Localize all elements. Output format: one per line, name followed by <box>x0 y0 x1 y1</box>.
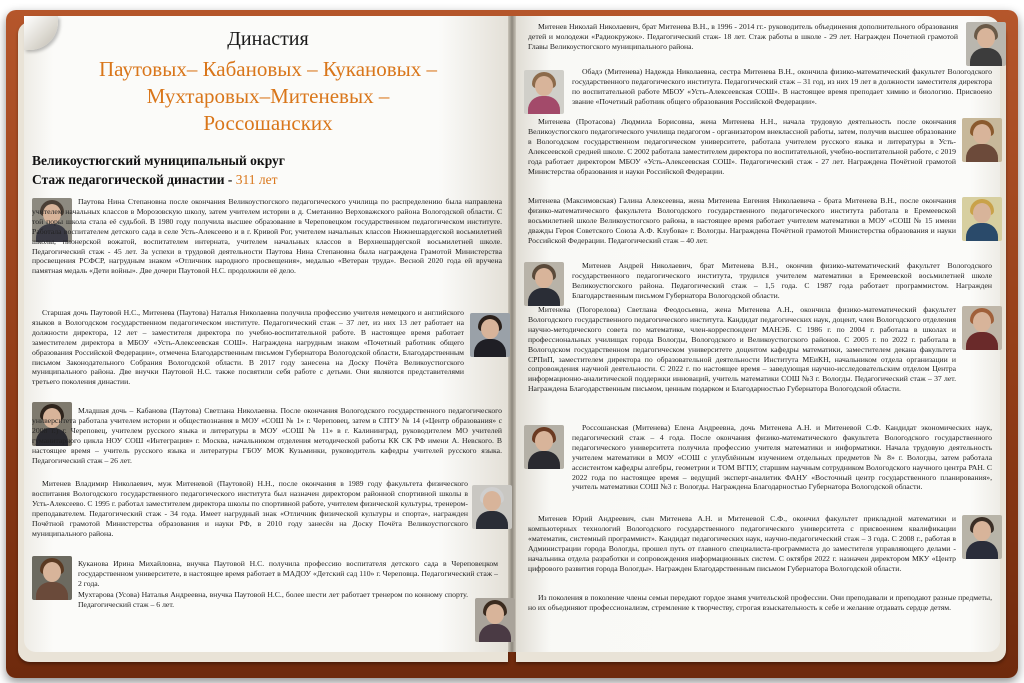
entry-obade-nadezhda: Обадэ (Митенева) Надежда Николаевна, сестра Митенева В.Н., окончила физико-математический факультет Вологодского государственного педагогического института. Педагогический стаж – 31 год, из них 19 лет в должности заместителя директора по воспитательной работе МБОУ «Усть-Алексеевская СОШ». В настоящее время преподает химию и биологию. Присвоено звание «Почетный работник общего образования Российской Федерации». <box>572 67 992 106</box>
portrait-mitenev-yuri <box>962 515 1002 559</box>
portrait-mitenev-vladimir <box>472 485 512 529</box>
entry-miteneva-galina: Митенева (Максимовская) Галина Алексеевна, жена Митенева Евгения Николаевича - брата Митенева В.Н., после окончания физико-математического факультета Вологодского государственного педагогического института работала в Еремеевской восьмилетней школе Великоустюгского района, в настоящее время работает учителем математики в МОУ «СОШ № 15 имени дважды Героя Советского Союза А.Ф. Клубова» г. Вологды. Награждена Почётной грамотой Министерства образования и науки Российской Федерации. Педагогический стаж – 40 лет. <box>528 196 956 245</box>
district-name: Великоустюгский муниципальный округ <box>32 153 285 168</box>
experience-label: Стаж педагогической династии - <box>32 172 233 187</box>
entry-miteneva-natalya: Старшая дочь Паутовой Н.С., Митенева (Паутова) Наталья Николаевна получила профессию учителя немецкого и английского языков в Вологодском государственном педагогическом институте. Педагогический стаж – 37 лет, из них 13 лет работает на должности директора, 12 лет – заместителя директора по учебно-воспитательной работе. В настоящее время работает заместителем директора в МБОУ «Усть-Алексеевская СОШ». Награждена нагрудным знаком «Почетный работник общего образования Российской Федерации», отмечена Благодарственным письмом Губернатора Вологодской области, Благодарственным письмом Законодательного Собрания Вологодской области. В 2017 году занесена на Доску Почёта Великоустюгского муниципального района. Две внучки Паутовой Н.С. также посвятили себя работе с детьми. Они являются представителями третьего поколения династии. <box>32 308 464 387</box>
portrait-miteneva-svetlana <box>962 306 1002 350</box>
portrait-miteneva-natalya <box>470 313 510 357</box>
portrait-mitenev-andrei <box>524 262 564 306</box>
entry-mitenev-vladimir: Митенев Владимир Николаевич, муж Митеневой (Паутовой) Н.Н., после окончания в 1989 году факультета физического воспитания Вологодского государственного педагогического института был назначен директором районной спортивной школы в Усть-Алексеево. С 1995 г. работал заместителем директора школы по спортивной работе, учителем физической культуры, тренером-преподавателем. Педагогический стаж - 34 года. Имеет нагрудный знак «Отличник физической культуры и спорта», награжден Почётной грамотой Министерства образования и науки РФ, в 2010 году занесён на Доску Почёта Великоустюгского муниципального района. <box>32 479 468 538</box>
entry-mitenev-nikolai: Митенев Николай Николаевич, брат Митенева В.Н., в 1996 - 2014 гг.- руководитель объединения дополнительного образования детей и молодежи «Радиокружок». Педагогический стаж- 18 лет. Стаж работы в школе - 29 лет. Награжден Почетной грамотой Главы Великоустюгского муниципального района. <box>528 22 958 51</box>
portrait-obade-nadezhda <box>524 70 564 114</box>
entry-mitenev-andrei: Митенев Андрей Николаевич, брат Митенева В.Н., окончив физико-математический факультет Вологодского государственного педагогического института, трудился учителем математики в Еремеевской восьмилетней школе Великоустюгского района. Педагогический стаж – 1,5 года. С 1987 года работает программистом. Награжден Благодарственным письмом Губернатора Вологодской области. <box>572 261 992 300</box>
entry-miteneva-svetlana: Митенева (Погорелова) Светлана Феодосьевна, жена Митенева А.Н., окончила физико-математический факультет Вологодского государственного педагогического института. Кандидат педагогических наук, доцент, член Вологодского отделения научно-методического совета по математике, член-корреспондент МАНЭБ. С 1986 г. по 2004 г. работала в школах и профессиональных училищах города Вологды, Вологодского и Великоустюгского районов. С 2005 г. по 2022 г. работала в Вологодском государственном педагогическом университете доцентом кафедры математики, заместителем декана факультета СРПиП, заместителем директора по образовательной деятельности Института МЕиКН, начальником отдела организации и сопровождения научной деятельности. С 2022 г. по настоящее время – заведующая научно-исследовательским отделом Центра информационно-аналитической поддержки инноваций, учитель математики СОШ №3 г. Вологды. Педагогический стаж – 37 лет. Награждена Благодарственным письмом, ценным подарком и Благодарностью Губернатора Вологодской области. <box>528 305 956 394</box>
page-title: Династия <box>227 28 309 50</box>
entry-rossoshanskaya-elena: Россошанская (Митенева) Елена Андреевна, дочь Митенева А.Н. и Митеневой С.Ф. Кандидат экономических наук, педагогический стаж – 4 года. После окончания физико-математического факультета Вологодского государственного педагогического университета получила профессию учителя математики и информатики. Начала трудовую деятельность учителем математики в МОУ «СОШ с углублённым изучением отдельных предметов № 8» г. Вологды, затем работала ассистентом кафедры алгебры, геометрии и ТОМ ВГПУ, старшим научным сотрудником Вологодского научного центра РАН. С 2022 года по настоящее время – ведущий эксперт-аналитик ФАНУ «Восточный центр государственного планирования», учитель математики СОШ №3 г. Вологды. Награждена Благодарностью Губернатора Вологодской области. <box>572 423 992 492</box>
portrait-rossoshanskaya-elena <box>524 425 564 469</box>
family-line-2: Мухтаровых–Митеневых – <box>146 84 390 108</box>
family-line-1: Паутовых– Кабановых – Кукановых – <box>98 57 438 81</box>
portrait-mitenev-nikolai <box>966 22 1006 66</box>
entry-paoutova-nina: Паутова Нина Степановна после окончания Великоустюгского педагогического училища по распределению была направлена учителем начальных классов в Морозовскую школу, затем учителем истории в д. Сметанино Верховажского района Вологодской области. С той поры школа стала её судьбой. В 1980 году получила высшее образование в Череповецком государственном педагогическом институте. Работала воспитателем детского сада в селе Усть-Алексеево и в г. Кривой Рог, учителем начальных классов Нижнешардегской восьмилетней школы, пионерской вожатой, воспитателем интерната, учителем начальных классов в Верхнешардегской восьмилетней школе. Педагогический стаж - 45 лет. За успехи в трудовой деятельности Паутова Нина Степановна была награждена Грамотой Министерства просвещения РСФСР, нагрудным знаком «Отличник народного просвещения», медалью «Ветеран труда». Весной 2020 года ей вручена памятная медаль «Дети войны». Две дочери Паутовой Н.С. продолжили её дело. <box>32 197 502 276</box>
family-line-3: Россошанских <box>203 111 333 135</box>
portrait-kukanova-irina <box>32 556 72 600</box>
entry-mukhtarova-natalya: Мухтарова (Усова) Наталья Андреевна, внучка Паутовой Н.С., более шести лет работает тренером по конному спорту. Педагогический стаж – 6 лет. <box>78 590 468 609</box>
dynasty-families <box>44 56 492 137</box>
experience-line <box>32 172 278 188</box>
entry-kabanova-svetlana: Младшая дочь – Кабанова (Паутова) Светлана Николаевна. После окончания Вологодского государственного педагогического университета работала учителем истории и обществознания в МОУ «СОШ № 1» г. Череповец, затем в СПТУ № 14 («Центр образования» с 2008 г.) г. Череповец, учителем русского языка и литературы в МОУ «СОШ № 11» в г. Калининград, руководителем МО учителей гуманитарного цикла НОУ СОШ «Интеграция» г. Москва, начальником отделения методической работы КК СК РФ имени А. Невского. В настоящее время – учитель русского языка и литературы ГБОУ МОК Кузьминки, руководитель кафедры учителей русского языка. Педагогический стаж – 26 лет. <box>32 406 502 465</box>
portrait-miteneva-lyudmila <box>962 118 1002 162</box>
portrait-mukhtarova-natalya <box>475 598 515 642</box>
portrait-miteneva-galina <box>962 197 1002 241</box>
entry-kukanova-irina: Куканова Ирина Михайловна, внучка Паутовой Н.С. получила профессию воспитателя детского сада в Череповецком государственном университете, в настоящее время работает в МАДОУ «Детский сад 110» г. Череповца. Педагогический стаж – 2 года. <box>78 559 498 588</box>
experience-value: 311 лет <box>235 172 278 187</box>
entry-mitenev-yuri: Митенев Юрий Андреевич, сын Митенева А.Н. и Митеневой С.Ф., окончил факультет прикладной математики и компьютерных технологий Вологодского государственного педагогического университета с присвоением квалификации «математик, системный программист». Кандидат педагогических наук, научно-педагогический стаж – 3 года. С 2008 г., работая в Администрации города Вологды, прошел путь от главного специалиста-программиста до заместителя управляющего делами - начальника отдела разработки и сопровождения информационных систем. С октября 2022 г. назначен директором МКУ «Центр цифрового развития города Вологды». Награжден Благодарственным письмом Губернатора Вологодской области. <box>528 514 956 573</box>
entry-miteneva-lyudmila: Митенева (Протасова) Людмила Борисовна, жена Митенева Н.Н., начала трудовую деятельность после окончания Великоустюгского педагогического училища педагогом - организатором внеклассной работы, затем, получив высшее образование в Вологодском государственном педагогическом университете, работала учителем русского языка и литературы в Усть-Алексеевской средней школе. С 2002 работала заместителем директора по воспитательной, учебно-воспитательной работе, с 2019 года работает директором МБОУ «Усть-Алексеевская СОШ». Педагогический стаж - 27 лет. Награждена Почётной грамотой Министерства образования и науки Российской Федерации. <box>528 117 956 176</box>
closing-paragraph: Из поколения в поколение члены семьи передают гордое знамя учительской профессии. Они преподавали и преподают разные предметы, но их объединяют профессионализм, стремление к творчеству, строгая взыскательность к себе и желание отдавать сердце детям. <box>528 593 992 612</box>
